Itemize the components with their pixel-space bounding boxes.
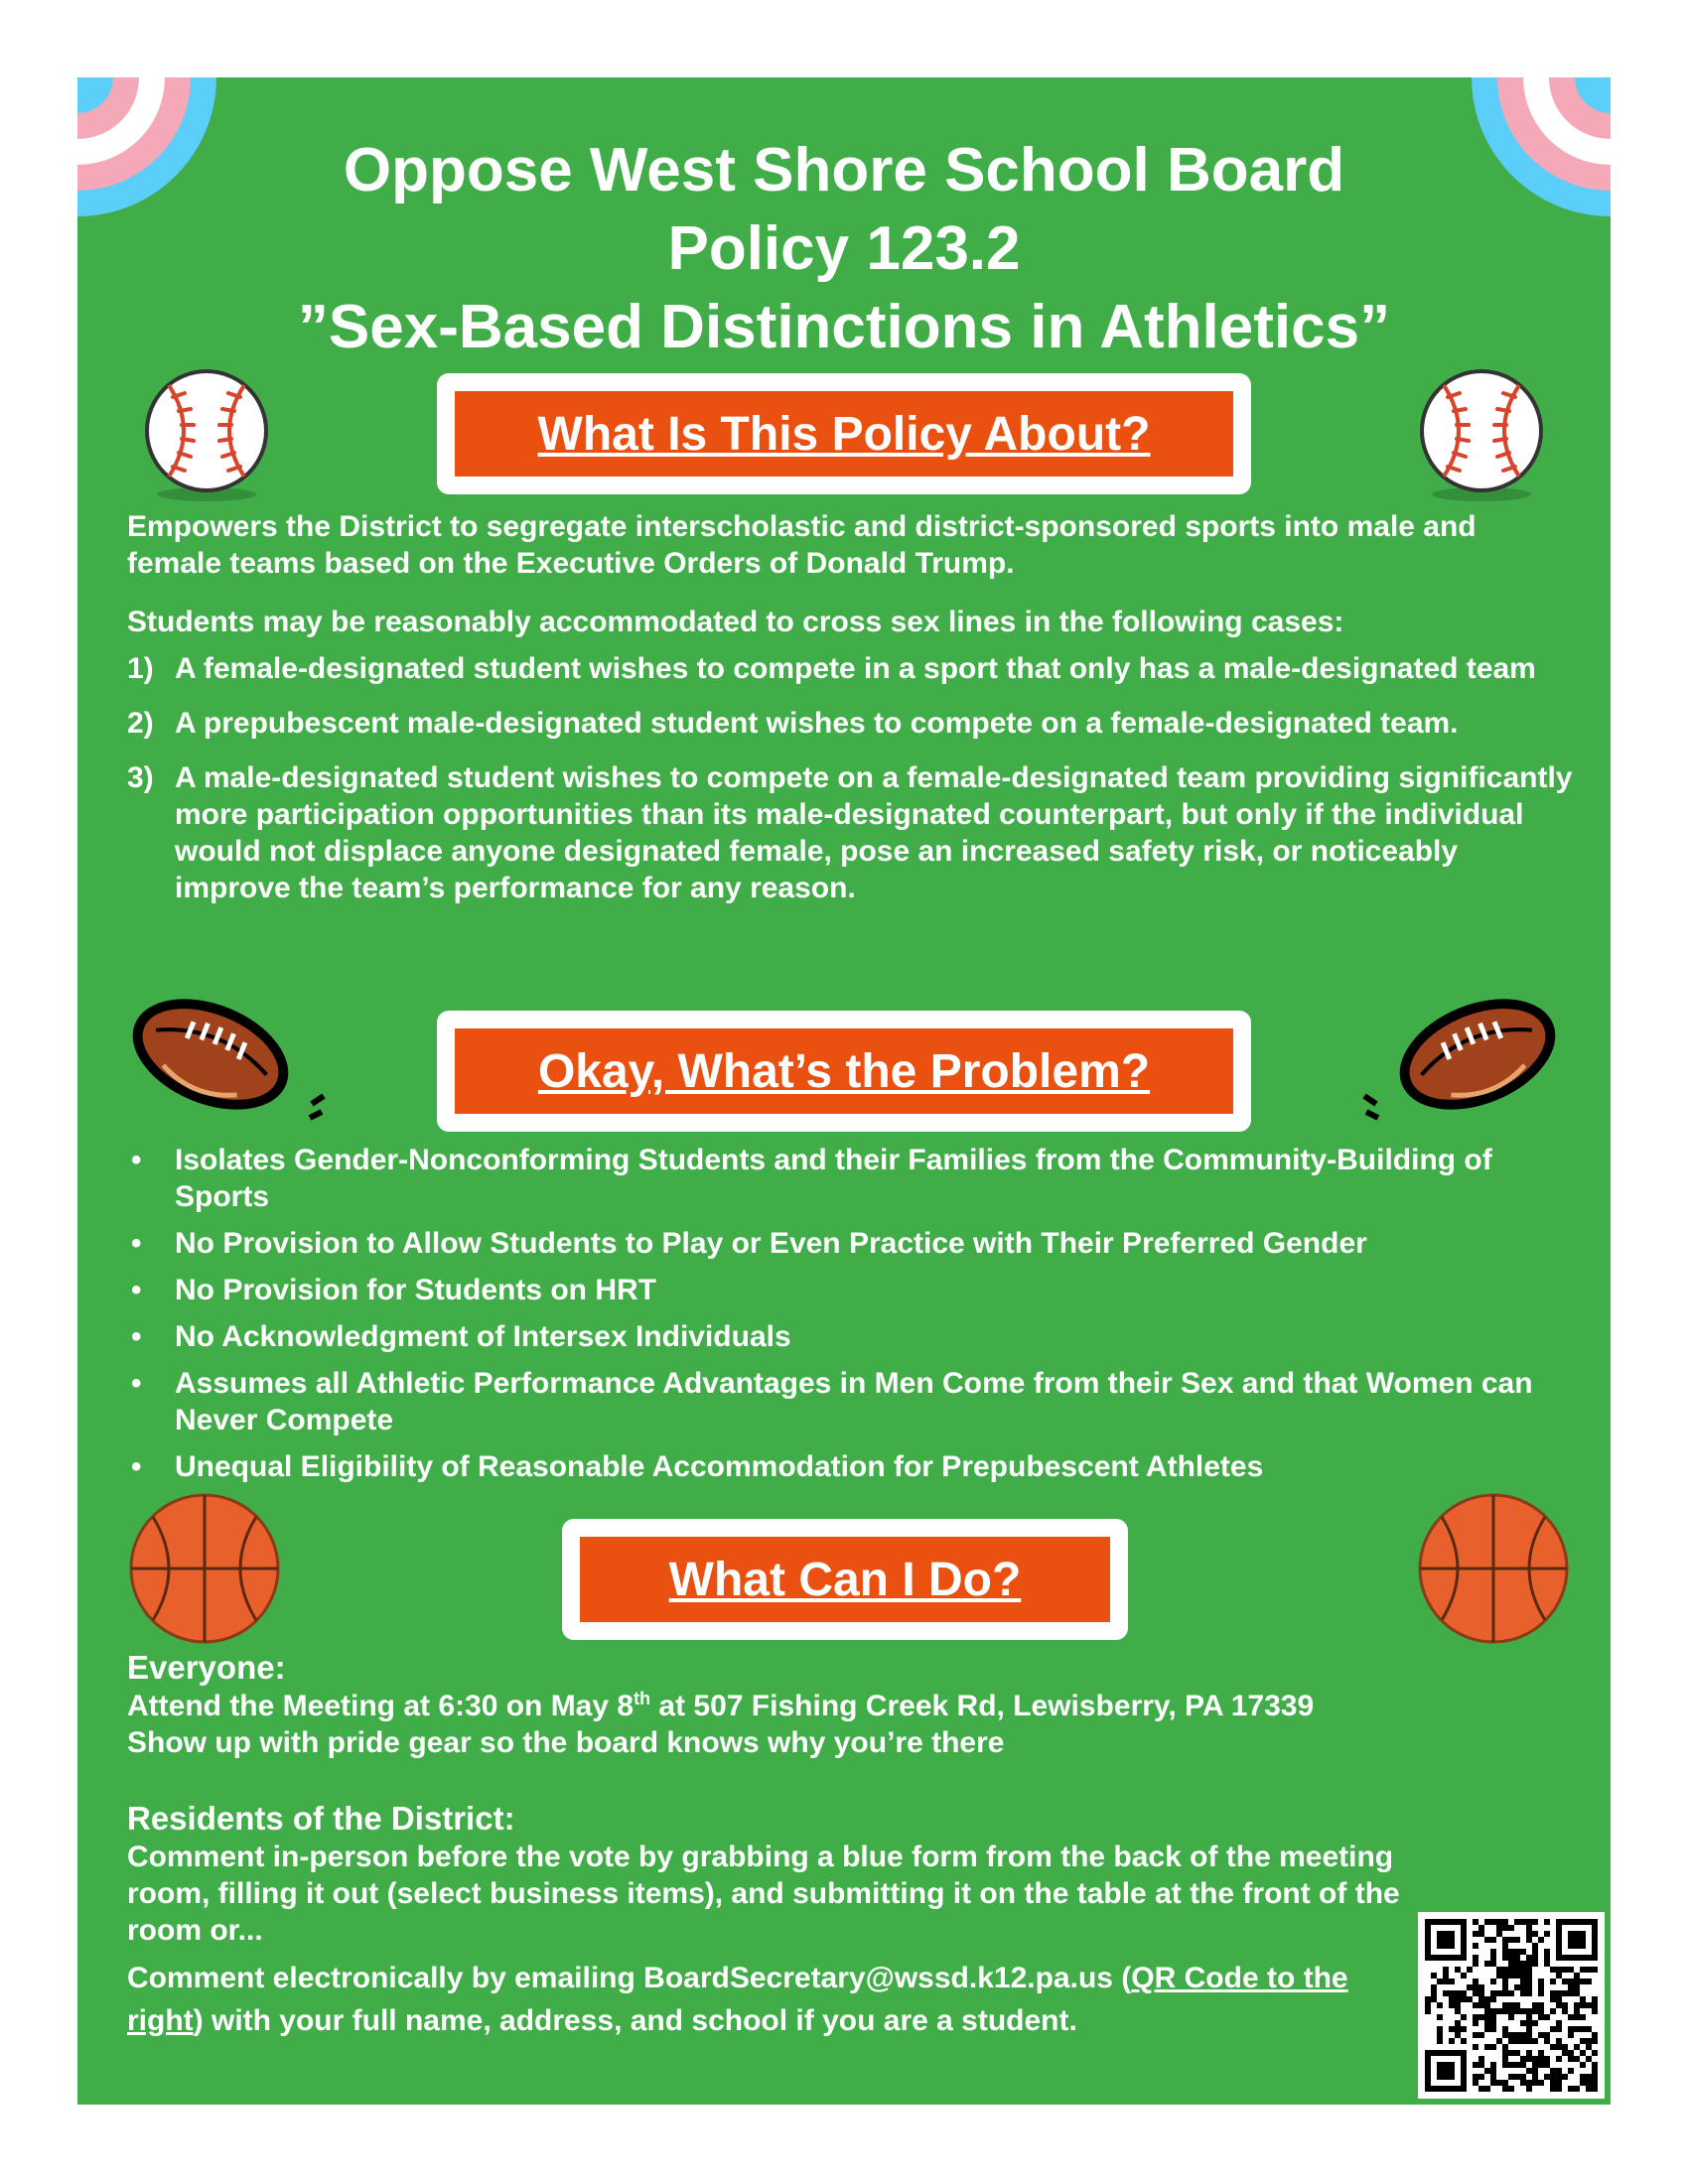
section-heading-policy: What Is This Policy About? xyxy=(455,391,1233,477)
section-heading-problem: Okay, What’s the Problem? xyxy=(455,1028,1233,1114)
section-banner-problem xyxy=(437,1011,1251,1132)
flyer xyxy=(77,77,1611,2105)
list-item: • No Provision for Students on HRT xyxy=(131,1274,656,1306)
list-item: 3) A male-designated student wishes to compete on a female-designated team providing significantly more participation opportunities than its male-designated counterpart, but only if the individual would not displace anyone designated female, pose an increased safety risk, or noticeably improve the team’s performance for any reason. xyxy=(127,761,1573,904)
title-line-2: Policy 123.2 xyxy=(667,214,1021,283)
residents-label: Residents of the District: xyxy=(127,1800,515,1837)
list-item: • Unequal Eligibility of Reasonable Accommodation for Prepubescent Athletes xyxy=(131,1450,1264,1483)
qr-code-icon[interactable] xyxy=(1418,1912,1605,2099)
everyone-label: Everyone: xyxy=(127,1649,286,1686)
list-item: 1) A female-designated student wishes to compete in a sport that only has a male-designated team xyxy=(127,652,1536,685)
list-item: • No Acknowledgment of Intersex Individuals xyxy=(131,1320,791,1353)
problems xyxy=(127,1142,1557,1495)
policy-description xyxy=(127,508,1577,924)
basketball-icon xyxy=(125,1489,284,1648)
section-heading-action: What Can I Do? xyxy=(580,1537,1110,1622)
football-icon xyxy=(1358,993,1567,1132)
policy-lead: Students may be reasonably accommodated to cross sex lines in the following cases: xyxy=(127,606,1344,638)
list-item: 2) A prepubescent male-designated student wishes to compete on a female-designated team. xyxy=(127,707,1459,740)
football-icon xyxy=(121,993,330,1132)
pride-gear-note: Show up with pride gear so the board knows why you’re there xyxy=(127,1726,1005,1759)
title-line-1: Oppose West Shore School Board xyxy=(343,136,1345,205)
policy-cases-list xyxy=(127,650,1577,906)
baseball-icon xyxy=(1412,365,1551,504)
flyer-title xyxy=(77,131,1611,366)
attend-meeting: Attend the Meeting at 6:30 on May 8th at 507 Fishing Creek Rd, Lewisberry, PA 17339 xyxy=(127,1689,1315,1722)
problems-list xyxy=(127,1142,1557,1485)
list-item: • Assumes all Athletic Performance Advantages in Men Come from their Sex and that Women can Never Compete xyxy=(131,1367,1533,1436)
list-item: • No Provision to Allow Students to Play or Even Practice with Their Preferred Gender xyxy=(131,1227,1367,1260)
section-banner-policy xyxy=(437,373,1251,494)
basketball-icon xyxy=(1414,1489,1573,1648)
qr-code-link[interactable]: QR Code to the right xyxy=(127,1962,1348,2037)
section-banner-action xyxy=(562,1519,1128,1640)
comment-in-person: Comment in-person before the vote by grabbing a blue form from the back of the meeting room, filling it out (select business items), and submitting it on the table at the front of the room or... xyxy=(127,1841,1400,1947)
policy-intro: Empowers the District to segregate interscholastic and district-sponsored sports into male and female teams based on the Executive Orders of Donald Trump. xyxy=(127,510,1477,580)
baseball-icon xyxy=(137,365,276,504)
title-line-3: ”Sex-Based Distinctions in Athletics” xyxy=(297,293,1391,361)
qr-code-graphic xyxy=(1418,1912,1605,2099)
comment-electronic: Comment electronically by emailing BoardSecretary@wssd.k12.pa.us (QR Code to the right) with your full name, address, and school if you are a student. xyxy=(127,1962,1348,2037)
list-item: • Isolates Gender-Nonconforming Students and their Families from the Community-Building of Sports xyxy=(131,1144,1492,1213)
call-to-action xyxy=(127,1648,1408,2042)
